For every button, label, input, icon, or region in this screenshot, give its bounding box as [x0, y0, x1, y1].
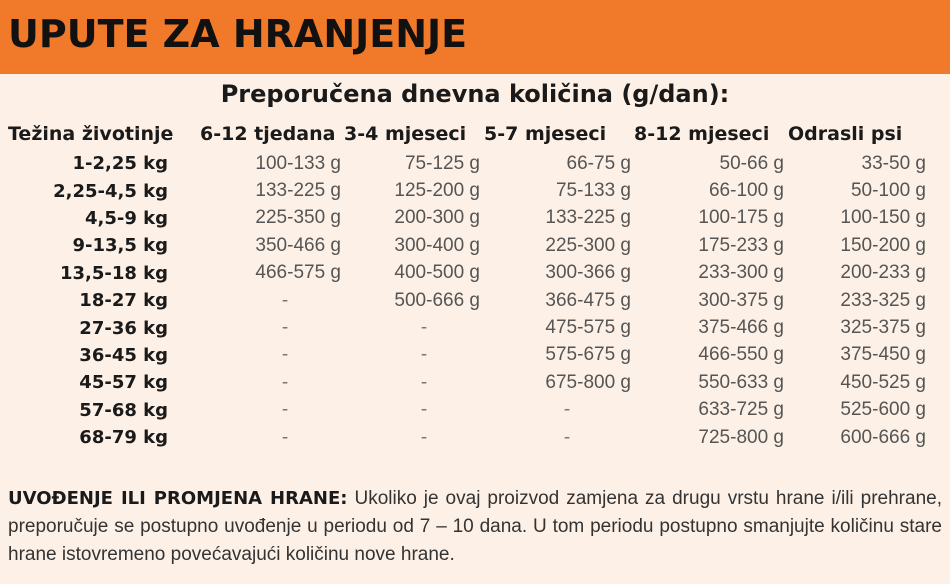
table-row — [0, 342, 950, 369]
column-header: 3-4 mjeseci — [344, 123, 467, 145]
amount-cell: - — [563, 426, 571, 448]
weight-cell: 68-79 kg — [79, 427, 168, 449]
amount-cell: 525-600 g — [840, 399, 926, 421]
table-header-row — [0, 118, 950, 150]
weight-cell: 27-36 kg — [79, 317, 168, 339]
amount-cell: 375-466 g — [698, 317, 784, 339]
weight-cell: 9-13,5 kg — [72, 235, 168, 257]
table-subtitle: Preporučena dnevna količina (g/dan): — [220, 80, 730, 108]
column-header: 6-12 tjedana — [200, 123, 336, 145]
transition-note — [8, 485, 942, 569]
amount-cell: 50-100 g — [850, 180, 926, 202]
weight-cell: 36-45 kg — [79, 344, 168, 366]
table-row — [0, 424, 950, 451]
table-row — [0, 177, 950, 204]
amount-cell: 200-300 g — [394, 207, 480, 229]
amount-cell: 200-233 g — [840, 262, 926, 284]
amount-cell: 50-66 g — [719, 152, 784, 174]
weight-cell: 2,25-4,5 kg — [53, 180, 168, 202]
amount-cell: 233-325 g — [840, 289, 926, 311]
table-row — [0, 205, 950, 232]
table-row — [0, 232, 950, 259]
amount-cell: 150-200 g — [840, 234, 926, 256]
amount-cell: 66-75 g — [566, 152, 631, 174]
table-row — [0, 260, 950, 287]
weight-cell: 13,5-18 kg — [59, 262, 168, 284]
page-title: UPUTE ZA HRANJENJE — [8, 12, 468, 56]
amount-cell: 300-366 g — [545, 262, 631, 284]
amount-cell: 600-666 g — [840, 426, 926, 448]
amount-cell: - — [420, 344, 428, 366]
amount-cell: 133-225 g — [255, 180, 341, 202]
note-lead: UVOĐENJE ILI PROMJENA HRANE: — [8, 488, 348, 509]
amount-cell: 500-666 g — [394, 289, 480, 311]
amount-cell: 300-375 g — [698, 289, 784, 311]
weight-cell: 1-2,25 kg — [72, 153, 168, 175]
column-header: Odrasli psi — [788, 123, 903, 145]
amount-cell: - — [281, 426, 289, 448]
amount-cell: - — [281, 344, 289, 366]
amount-cell: 225-350 g — [255, 207, 341, 229]
amount-cell: - — [281, 317, 289, 339]
amount-cell: 100-133 g — [255, 152, 341, 174]
weight-cell: 18-27 kg — [79, 290, 168, 312]
amount-cell: - — [563, 399, 571, 421]
amount-cell: - — [281, 371, 289, 393]
feeding-table — [0, 118, 950, 451]
amount-cell: - — [420, 371, 428, 393]
table-row — [0, 314, 950, 341]
amount-cell: 100-175 g — [698, 207, 784, 229]
amount-cell: 575-675 g — [545, 344, 631, 366]
table-row — [0, 287, 950, 314]
column-header: 8-12 mjeseci — [634, 123, 770, 145]
amount-cell: 66-100 g — [708, 180, 784, 202]
table-row — [0, 397, 950, 424]
amount-cell: 75-133 g — [555, 180, 631, 202]
weight-cell: 4,5-9 kg — [84, 207, 168, 229]
amount-cell: - — [420, 426, 428, 448]
table-body — [0, 150, 950, 451]
amount-cell: 175-233 g — [698, 234, 784, 256]
amount-cell: 633-725 g — [698, 399, 784, 421]
amount-cell: 133-225 g — [545, 207, 631, 229]
weight-cell: 57-68 kg — [79, 399, 168, 421]
amount-cell: 33-50 g — [861, 152, 926, 174]
amount-cell: 466-550 g — [698, 344, 784, 366]
amount-cell: 225-300 g — [545, 234, 631, 256]
amount-cell: 100-150 g — [840, 207, 926, 229]
amount-cell: 450-525 g — [840, 371, 926, 393]
table-row — [0, 369, 950, 396]
amount-cell: - — [420, 399, 428, 421]
column-header: Težina životinje — [8, 123, 174, 145]
amount-cell: 300-400 g — [394, 234, 480, 256]
amount-cell: - — [420, 317, 428, 339]
weight-cell: 45-57 kg — [79, 372, 168, 394]
amount-cell: 466-575 g — [255, 262, 341, 284]
amount-cell: 125-200 g — [394, 180, 480, 202]
amount-cell: 550-633 g — [698, 371, 784, 393]
amount-cell: 375-450 g — [840, 344, 926, 366]
table-row — [0, 150, 950, 177]
amount-cell: 325-375 g — [840, 317, 926, 339]
amount-cell: - — [281, 399, 289, 421]
header-bar — [0, 0, 950, 74]
amount-cell: 400-500 g — [394, 262, 480, 284]
column-header: 5-7 mjeseci — [484, 123, 607, 145]
note-text: Ukoliko je ovaj proizvod zamjena za drugu vrstu hrane i/ili prehrane, preporučuje se postupno uvođenje u periodu od 7 – 10 dana. U tom periodu postupno smanjujte količinu stare hrane istovremeno povećavajući količinu nove hrane. — [8, 488, 942, 565]
amount-cell: 675-800 g — [545, 371, 631, 393]
amount-cell: 366-475 g — [545, 289, 631, 311]
amount-cell: 75-125 g — [404, 152, 480, 174]
amount-cell: 233-300 g — [698, 262, 784, 284]
amount-cell: 475-575 g — [545, 317, 631, 339]
amount-cell: - — [281, 289, 289, 311]
amount-cell: 725-800 g — [698, 426, 784, 448]
amount-cell: 350-466 g — [255, 234, 341, 256]
